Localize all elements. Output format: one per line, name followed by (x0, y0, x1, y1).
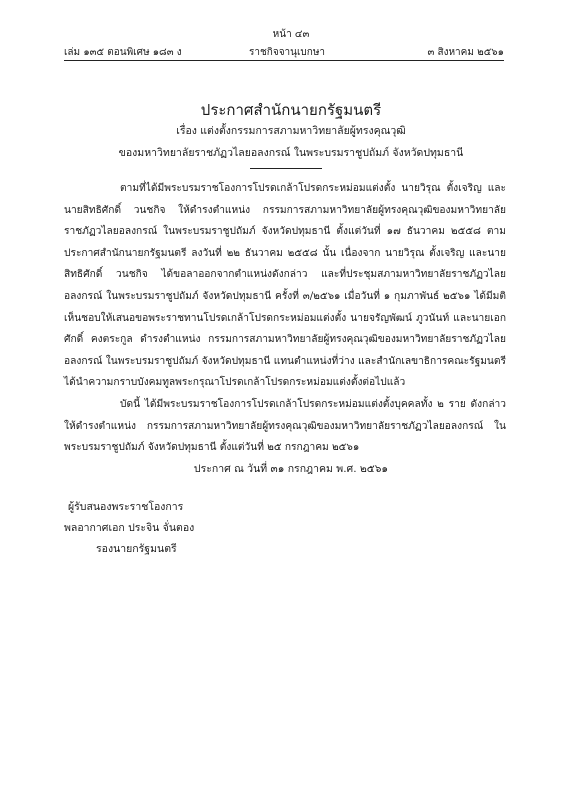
signature-name: พลอากาศเอก ประจิน จั่นตอง (64, 522, 195, 534)
volume-issue: เล่ม ๑๓๕ ตอนพิเศษ ๑๘๓ ง (64, 47, 182, 58)
subject-line-2: ของมหาวิทยาลัยราชภัฏวไลยอลงกรณ์ ในพระบรมราชูปถัมภ์ จังหวัดปทุมธานี (118, 147, 464, 159)
title-divider (250, 168, 322, 169)
header-divider (64, 60, 504, 61)
gazette-name: ราชกิจจานุเบกษา (249, 47, 326, 58)
document-body (64, 178, 506, 459)
subject-line-1: เรื่อง แต่งตั้งกรรมการสภามหาวิทยาลัยผู้ทรงคุณวุฒิ (176, 125, 406, 137)
paragraph-1: ตามที่ได้มีพระบรมราชโองการโปรดเกล้าโปรดกระหม่อมแต่งตั้ง นายวิรุณ ตั้งเจริญ และนายสิทธิศักดิ์ วนชกิจ ให้ดำรงตำแหน่ง กรรมการสภามหาวิทยาลัยผู้ทรงคุณวุฒิของมหาวิทยาลัยราชภัฏวไลยอลงกรณ์ ในพระบรมราชูปถัมภ์ จังหวัดปทุมธานี ตั้งแต่วันที่ ๑๗ ธันวาคม ๒๕๕๘ ตามประกาศสำนักนายกรัฐมนตรี ลงวันที่ ๒๒ ธันวาคม ๒๕๕๘ นั้น เนื่องจาก นายวิรุณ ตั้งเจริญ และนายสิทธิศักดิ์ วนชกิจ ได้ขอลาออกจากตำแหน่งดังกล่าว และที่ประชุมสภามหาวิทยาลัยราชภัฏวไลยอลงกรณ์ ในพระบรมราชูปถัมภ์ จังหวัดปทุมธานี ครั้งที่ ๓/๒๕๖๑ เมื่อวันที่ ๑ กุมภาพันธ์ ๒๕๖๑ ได้มีมติเห็นชอบให้เสนอขอพระราชทานโปรดเกล้าโปรดกระหม่อมแต่งตั้ง นายจรัญพัฒน์ ภูวนันท์ และนายเอกศักดิ์ คงตระกูล ดำรงตำแหน่ง กรรมการสภามหาวิทยาลัยผู้ทรงคุณวุฒิของมหาวิทยาลัยราชภัฏวไลยอลงกรณ์ ในพระบรมราชูปถัมภ์ จังหวัดปทุมธานี แทนตำแหน่งที่ว่าง และสำนักเลขาธิการคณะรัฐมนตรีได้นำความกราบบังคมทูลพระกรุณาโปรดเกล้าโปรดกระหม่อมแต่งตั้งต่อไปแล้ว (64, 183, 506, 389)
publication-date: ๓ สิงหาคม ๒๕๖๑ (427, 47, 504, 58)
signature-position: รองนายกรัฐมนตรี (96, 543, 177, 555)
paragraph-2: บัดนี้ ได้มีพระบรมราชโองการโปรดเกล้าโปรดกระหม่อมแต่งตั้งบุคคลทั้ง ๒ ราย ดังกล่าว ให้ดำรงตำแหน่ง กรรมการสภามหาวิทยาลัยผู้ทรงคุณวุฒิของมหาวิทยาลัยราชภัฏวไลยอลงกรณ์ ในพระบรมราชูปถัมภ์ จังหวัดปทุมธานี ตั้งแต่วันที่ ๒๕ กรกฎาคม ๒๕๖๑ (64, 398, 506, 454)
announcement-date: ประกาศ ณ วันที่ ๓๑ กรกฎาคม พ.ศ. ๒๕๖๑ (193, 463, 389, 475)
document-title: ประกาศสำนักนายกรัฐมนตรี (200, 101, 382, 119)
signature-countersign: ผู้รับสนองพระราชโองการ (68, 501, 184, 513)
page-number: หน้า ๔๓ (272, 29, 310, 40)
